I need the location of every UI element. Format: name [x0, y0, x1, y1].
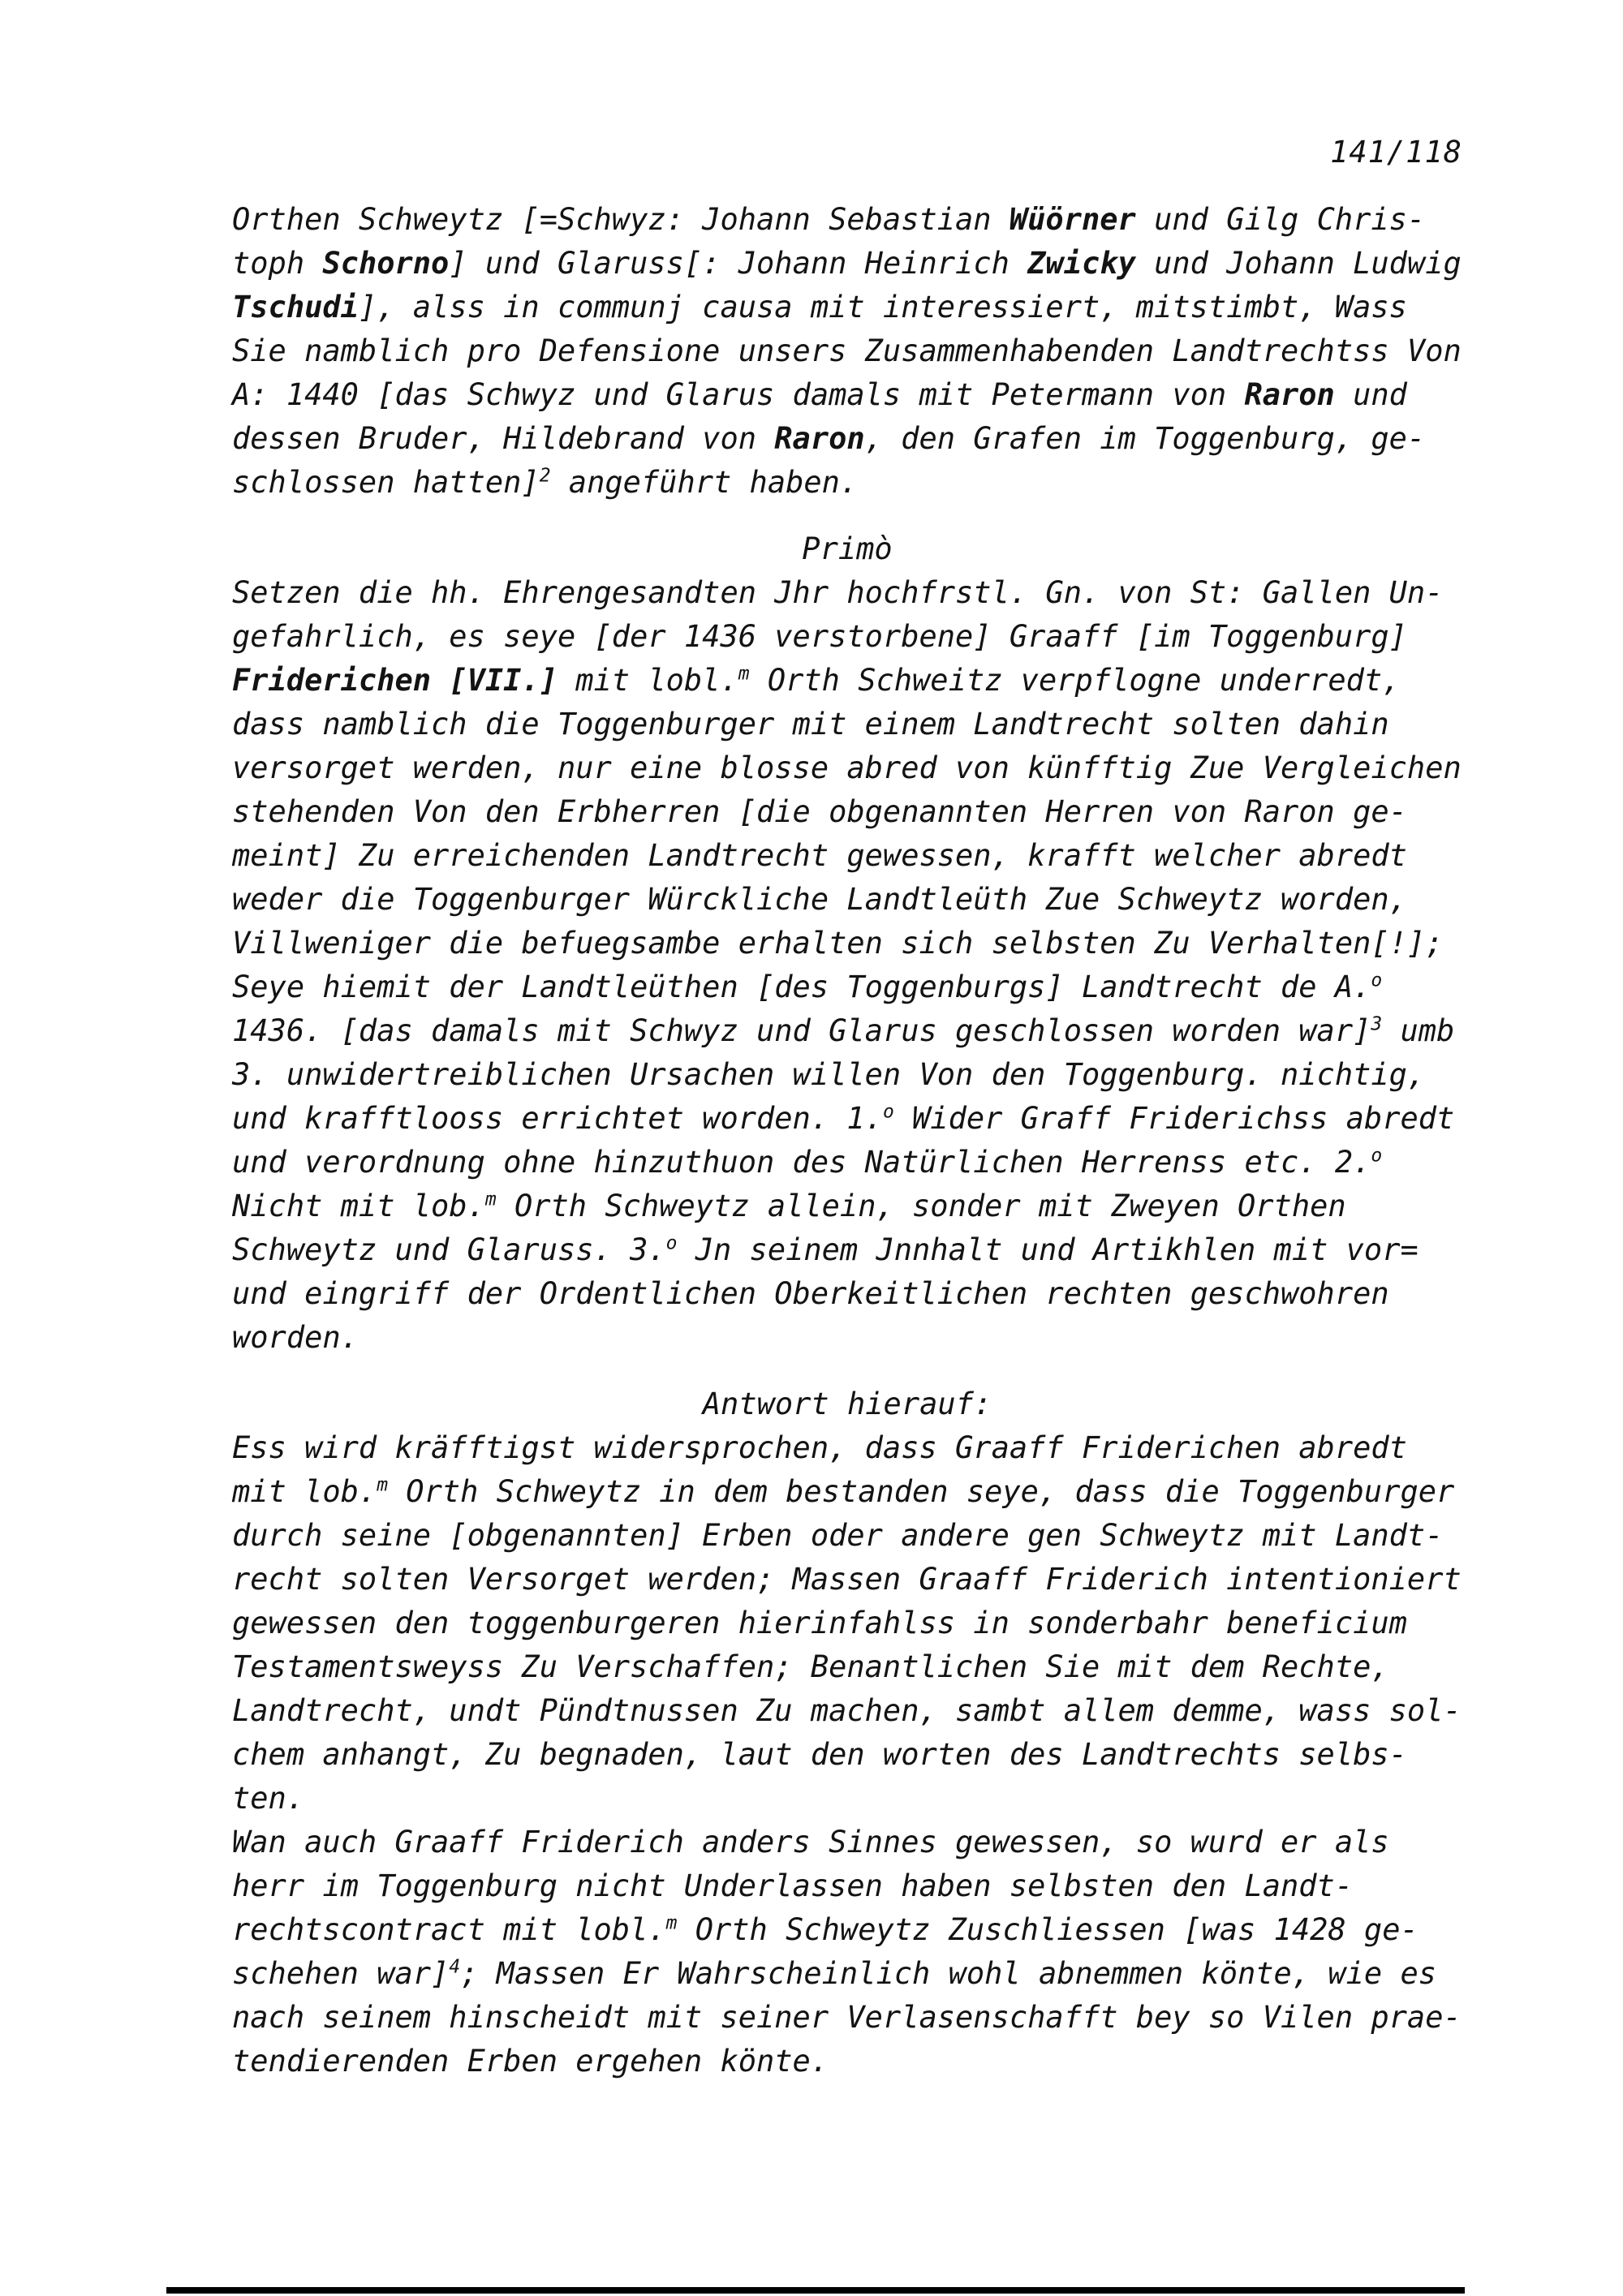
text-line [232, 373, 1547, 417]
text-run: angeführt haben. [550, 465, 859, 500]
text-line [232, 1908, 1547, 1952]
text-run: meint] Zu erreichenden Landtrecht gewessen, krafft welcher abredt [232, 838, 1407, 873]
superscript-run: m [738, 663, 750, 685]
page-number: 141/118 [1330, 135, 1462, 170]
paragraph-antwort-1 [232, 1426, 1547, 1821]
text-run: und eingriff der Ordentlichen Oberkeitlichen rechten geschwohren [232, 1276, 1389, 1311]
text-run: und [1334, 377, 1407, 412]
text-run: ], alss in communj causa mit interessiert, mitstimbt, Wass [358, 290, 1407, 325]
text-run: dass namblich die Toggenburger mit einem Landtrecht solten dahin [232, 707, 1389, 742]
heading-antwort: Antwort hierauf: [702, 1387, 992, 1421]
text-line [232, 417, 1547, 461]
bold-text-run: Raron [774, 421, 865, 456]
text-line [232, 1821, 1547, 1864]
text-run: Ess wird kräfftigst widersprochen, dass Graaff Friderichen abredt [232, 1430, 1407, 1465]
superscript-run: m [665, 1912, 678, 1934]
heading-primo: Primò [802, 531, 893, 566]
text-line [232, 198, 1547, 242]
text-line [232, 329, 1547, 373]
text-run: Landtrecht, undt Pündtnussen Zu machen, sambt allem demme, wass sol- [232, 1693, 1462, 1728]
text-line [232, 834, 1547, 878]
bold-text-run: Friderichen [VII.] [232, 663, 558, 698]
scan-artifact-bar [166, 2287, 1465, 2294]
bold-text-run: Zwicky [1027, 246, 1136, 281]
text-run: Nicht mit lob. [232, 1189, 485, 1223]
text-run: schehen war] [232, 1956, 450, 1991]
text-line [232, 878, 1547, 922]
bold-text-run: Raron [1244, 377, 1335, 412]
text-run: Jn seinem Jnnhalt und Artikhlen mit vor= [677, 1232, 1419, 1267]
text-run: ] und Glaruss[: Johann Heinrich [449, 246, 1028, 281]
bold-text-run: Schorno [322, 246, 450, 281]
text-line [232, 1602, 1547, 1645]
text-line [232, 965, 1547, 1009]
text-run: und krafftlooss errichtet worden. 1. [232, 1101, 883, 1136]
text-run: Schweytz und Glaruss. 3. [232, 1232, 666, 1267]
text-line [232, 790, 1547, 834]
text-run: chem anhangt, Zu begnaden, laut den worten des Landtrechts selbs- [232, 1737, 1407, 1772]
superscript-run: 4 [449, 1956, 461, 1978]
text-run: Testamentsweyss Zu Verschaffen; Benantlichen Sie mit dem Rechte, [232, 1649, 1389, 1684]
text-line [232, 1097, 1547, 1141]
text-line [232, 659, 1547, 703]
text-run: worden. [232, 1320, 359, 1355]
text-line [232, 1228, 1547, 1272]
text-line [232, 1733, 1547, 1777]
text-run: Sie namblich pro Defensione unsers Zusammenhabenden Landtrechtss Von [232, 333, 1462, 368]
text-line [232, 1141, 1547, 1185]
text-run: Orth Schweytz Zuschliessen [was 1428 ge- [677, 1912, 1419, 1947]
bold-text-run: Tschudi [232, 290, 359, 325]
text-run: mit lob. [232, 1474, 377, 1509]
text-line [232, 286, 1547, 329]
text-line [232, 1952, 1547, 1996]
text-line [232, 746, 1547, 790]
text-run: Seye hiemit der Landtleüthen [des Toggenburgs] Landtrecht de A. [232, 970, 1371, 1004]
text-run: Wan auch Graaff Friderich anders Sinnes gewessen, so wurd er als [232, 1825, 1389, 1860]
text-line [232, 1689, 1547, 1733]
text-run: und Gilg Chris- [1135, 202, 1426, 237]
text-run: gefahrlich, es seye [der 1436 verstorbene] Graaff [im Toggenburg] [232, 619, 1407, 654]
superscript-run: 3 [1371, 1013, 1383, 1035]
bold-text-run: Wüörner [1009, 202, 1136, 237]
text-line [232, 1645, 1547, 1689]
text-run: stehenden Von den Erbherren [die obgenannten Herren von Raron ge- [232, 794, 1407, 829]
text-run: ; Massen Er Wahrscheinlich wohl abnemmen könte, wie es [460, 1956, 1437, 1991]
superscript-run: o [1371, 1145, 1383, 1167]
text-run: tendierenden Erben ergehen könte. [232, 2044, 829, 2079]
text-line [232, 1514, 1547, 1558]
text-run: Orth Schweytz in dem bestanden seye, dass die Toggenburger [388, 1474, 1455, 1509]
text-run: recht solten Versorget werden; Massen Graaff Friderich intentioniert [232, 1562, 1462, 1597]
text-run: mit lobl. [557, 663, 738, 698]
text-line [232, 1777, 1547, 1821]
text-run: dessen Bruder, Hildebrand von [232, 421, 775, 456]
text-line [232, 1426, 1547, 1470]
text-run: gewessen den toggenburgeren hierinfahlss in sonderbahr beneficium [232, 1606, 1407, 1640]
document-content [232, 198, 1547, 2083]
text-run: Setzen die hh. Ehrengesandten Jhr hochfrstl. Gn. von St: Gallen Un- [232, 575, 1444, 610]
text-run: herr im Toggenburg nicht Underlassen haben selbsten den Landt- [232, 1868, 1354, 1903]
text-run: umb [1382, 1013, 1455, 1048]
text-run: , den Grafen im Toggenburg, ge- [864, 421, 1426, 456]
superscript-run: m [484, 1189, 497, 1210]
text-line [232, 1009, 1547, 1053]
text-run: versorget werden, nur eine blosse abred von künfftig Zue Vergleichen [232, 750, 1462, 785]
paragraph-antwort-2 [232, 1821, 1547, 2083]
superscript-run: o [1371, 970, 1383, 991]
text-line [232, 571, 1547, 615]
text-line [232, 703, 1547, 746]
text-run: und Johann Ludwig [1135, 246, 1462, 281]
text-line [232, 922, 1547, 965]
text-line [232, 1996, 1547, 2040]
text-run: Villweniger die befuegsambe erhalten sich selbsten Zu Verhalten[!]; [232, 926, 1444, 961]
text-run: Orth Schweitz verpflogne underredt, [749, 663, 1401, 698]
superscript-run: o [665, 1232, 678, 1254]
text-line [232, 1316, 1547, 1360]
text-run: nach seinem hinscheidt mit seiner Verlasenschafft bey so Vilen prae- [232, 2000, 1462, 2035]
superscript-run: o [882, 1101, 894, 1123]
text-line [232, 1864, 1547, 1908]
text-line [232, 1053, 1547, 1097]
text-line [232, 1272, 1547, 1316]
superscript-run: m [377, 1474, 389, 1496]
text-line [232, 2040, 1547, 2083]
text-run: schlossen hatten] [232, 465, 540, 500]
text-run: ten. [232, 1781, 305, 1816]
text-run: A: 1440 [das Schwyz und Glarus damals mit Petermann von [232, 377, 1245, 412]
text-line [232, 242, 1547, 286]
text-line [232, 461, 1547, 505]
text-run: 1436. [das damals mit Schwyz und Glarus geschlossen worden war] [232, 1013, 1371, 1048]
text-run: toph [232, 246, 323, 281]
text-run: rechtscontract mit lobl. [232, 1912, 666, 1947]
text-line [232, 1558, 1547, 1602]
paragraph-primo [232, 571, 1547, 1360]
text-run: durch seine [obgenannten] Erben oder andere gen Schweytz mit Landt- [232, 1518, 1444, 1553]
text-run: Orthen Schweytz [=Schwyz: Johann Sebastian [232, 202, 1010, 237]
text-line [232, 1185, 1547, 1228]
text-run: weder die Toggenburger Würckliche Landtleüth Zue Schweytz worden, [232, 882, 1407, 917]
text-line [232, 1470, 1547, 1514]
text-run: und verordnung ohne hinzuthuon des Natürlichen Herrenss etc. 2. [232, 1145, 1371, 1180]
superscript-run: 2 [539, 465, 551, 487]
text-run: Orth Schweytz allein, sonder mit Zweyen Orthen [496, 1189, 1346, 1223]
paragraph-intro [232, 198, 1547, 505]
text-run: Wider Graff Friderichss abredt [893, 1101, 1455, 1136]
text-line [232, 615, 1547, 659]
text-run: 3. unwidertreiblichen Ursachen willen Von den Toggenburg. nichtig, [232, 1057, 1426, 1092]
